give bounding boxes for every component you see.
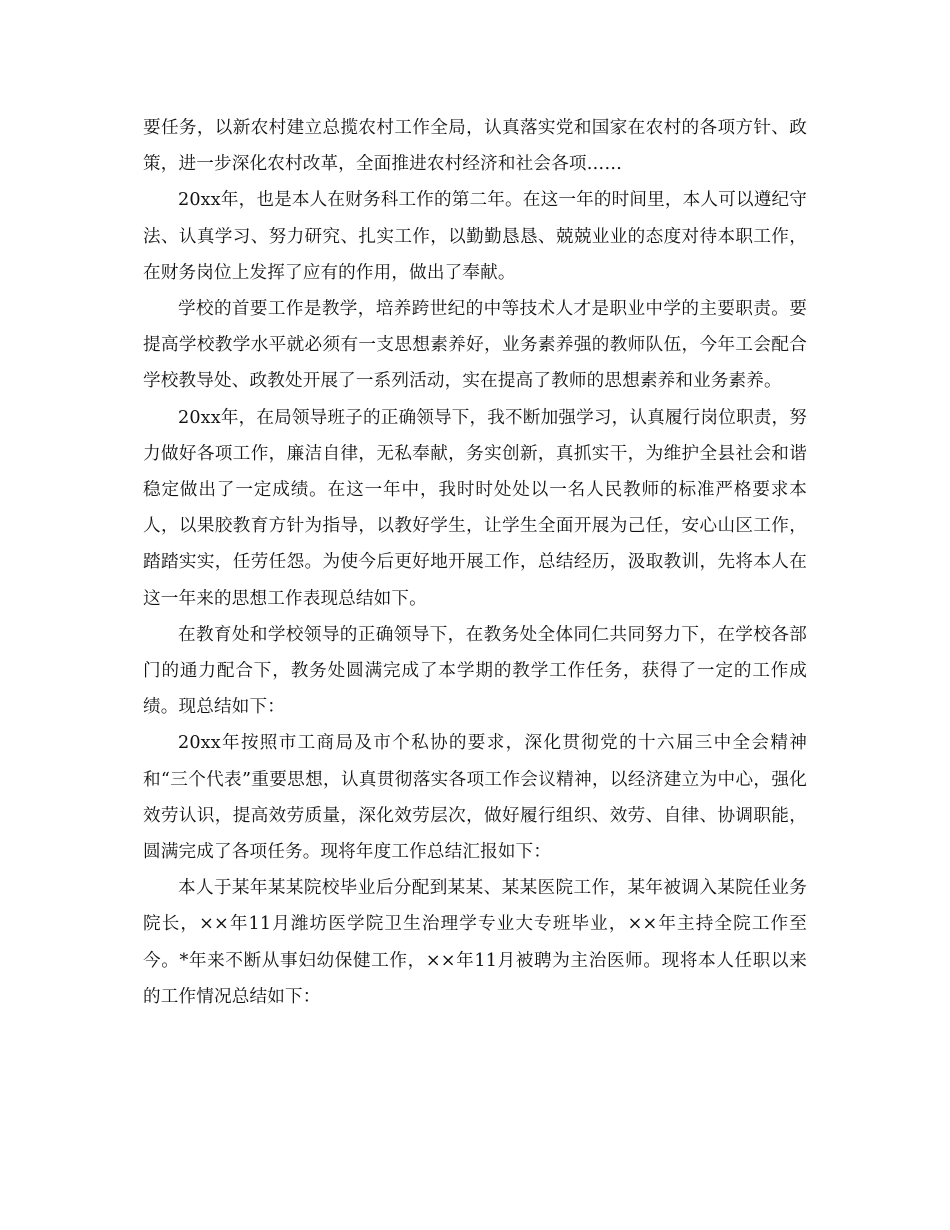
paragraph-continuation: 要任务，以新农村建立总揽农村工作全局，认真落实党和国家在农村的各项方针、政策，进一步深化农村改革，全面推进农村经济和社会各项…… [143, 118, 807, 175]
paragraph-business-association: 20xx年按照市工商局及市个私协的要求，深化贯彻党的十六届三中全会精神和“三个代表”重要思想，认真贯彻落实各项工作会议精神，以经济建立为中心，强化效劳认识，提高效劳质量，深化效劳层次，做好履行组织、效劳、自律、协调职能，圆满完成了各项任务。现将年度工作总结汇报如下： [143, 733, 807, 863]
paragraph-teacher-summary: 20xx年，在局领导班子的正确领导下，我不断加强学习，认真履行岗位职责，努力做好各项工作，廉洁自律，无私奉献，务实创新，真抓实干，为维护全县社会和谐稳定做出了一定成绩。在这一年中，我时时处处以一名人民教师的标准严格要求本人，以果胶教育方针为指导，以教好学生，让学生全面开展为己任，安心山区工作，踏踏实实，任劳任怨。为使今后更好地开展工作，总结经历，汲取教训，先将本人在这一年来的思想工作表现总结如下。 [143, 407, 807, 609]
document-body [143, 110, 807, 1015]
paragraph-finance-work: 20xx年，也是本人在财务科工作的第二年。在这一年的时间里，本人可以遵纪守法、认真学习、努力研究、扎实工作，以勤勤恳恳、兢兢业业的态度对待本职工作，在财务岗位上发挥了应有的作用，做出了奉献。 [143, 190, 807, 283]
paragraph-hospital-career: 本人于某年某某院校毕业后分配到某某、某某医院工作，某年被调入某院任业务院长，××年11月潍坊医学院卫生治理学专业大专班毕业，××年主持全院工作至今。*年来不断从事妇幼保健工作，××年11月被聘为主治医师。现将本人任职以来的工作情况总结如下： [143, 878, 807, 1007]
paragraph-school-teaching: 学校的首要工作是教学，培养跨世纪的中等技术人才是职业中学的主要职责。要提高学校教学水平就必须有一支思想素养好，业务素养强的教师队伍，今年工会配合学校教导处、政教处开展了一系列活动，实在提高了教师的思想素养和业务素养。 [143, 299, 807, 392]
paragraph-academic-affairs: 在教育处和学校领导的正确领导下，在教务处全体同仁共同努力下，在学校各部门的通力配合下，教务处圆满完成了本学期的教学工作任务，获得了一定的工作成绩。现总结如下： [143, 624, 807, 718]
